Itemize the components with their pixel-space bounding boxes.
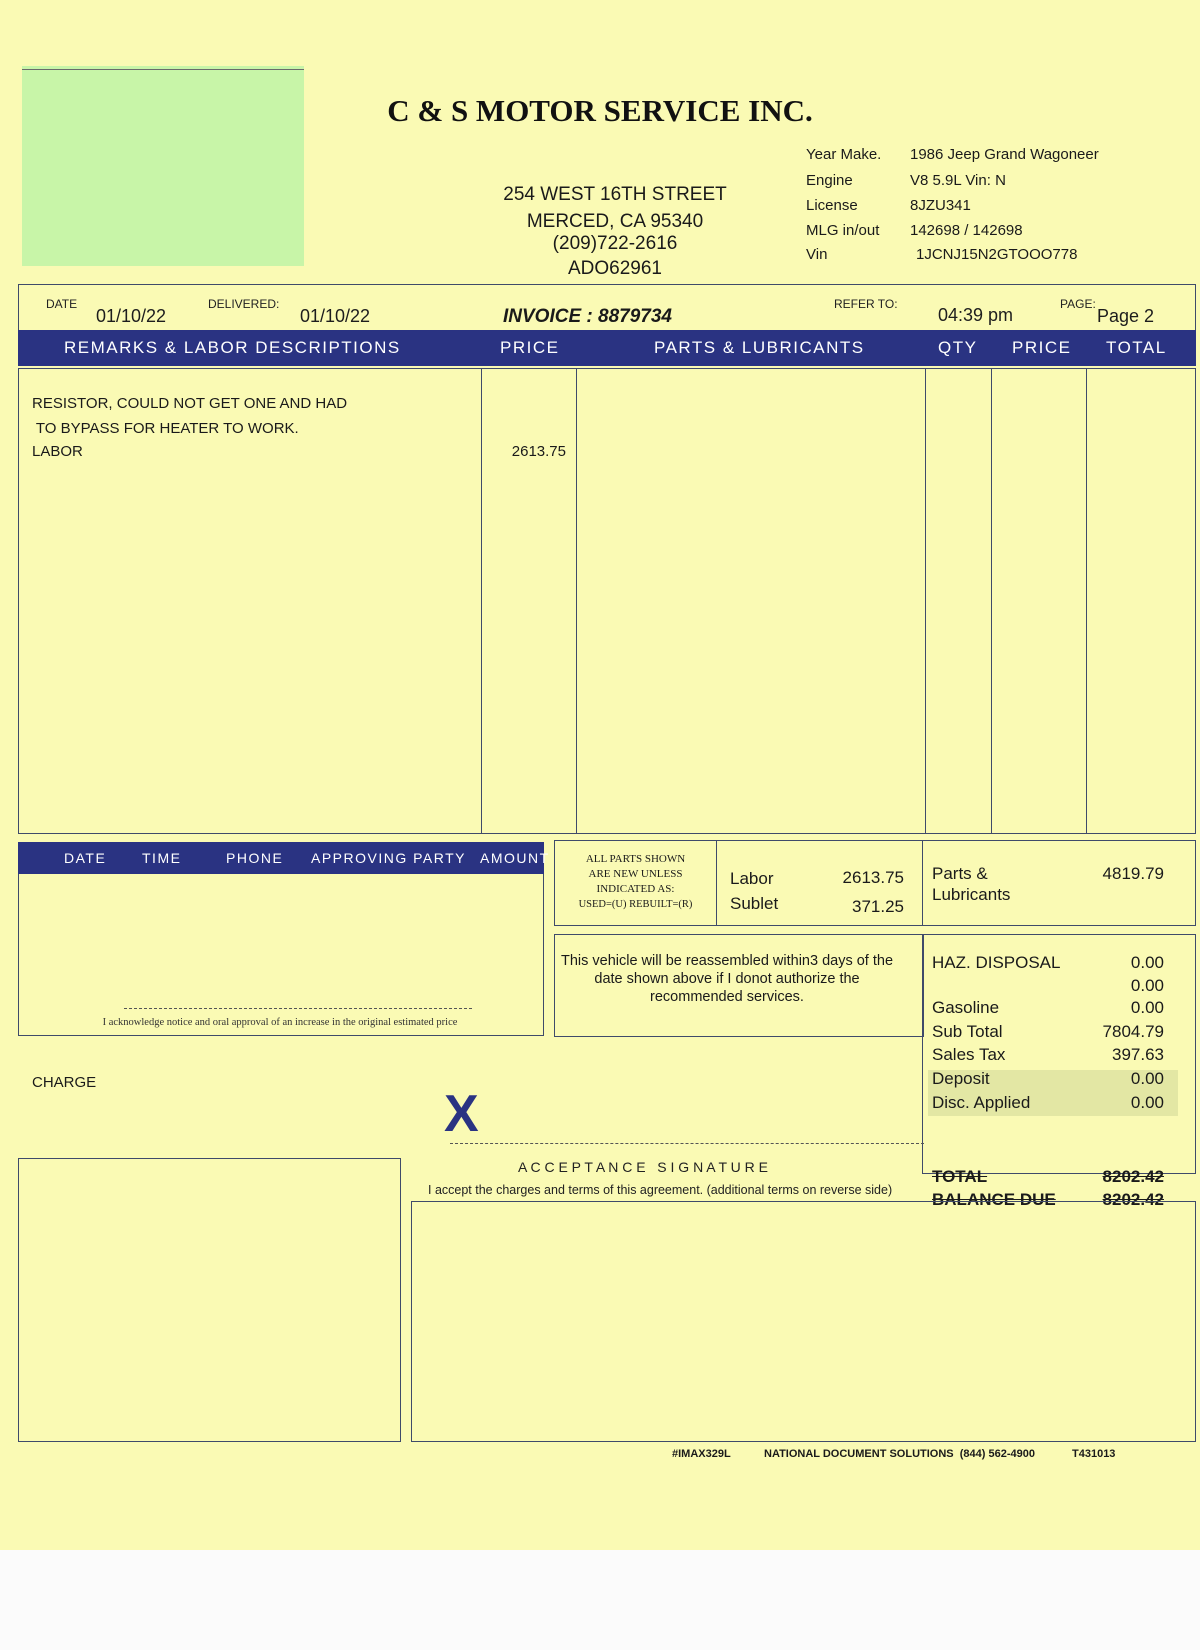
delivered-value: 01/10/22 bbox=[300, 306, 371, 326]
refer-to-label: REFER TO: bbox=[834, 297, 898, 311]
date-label: DATE bbox=[46, 297, 78, 311]
blank-fee-value: 0.00 bbox=[1130, 976, 1164, 995]
parts-note-line: ALL PARTS SHOWN bbox=[585, 853, 686, 865]
col-divider bbox=[481, 368, 482, 834]
remarks-header: REMARKS & LABOR DESCRIPTIONS bbox=[64, 338, 401, 357]
vin-value: 1JCNJ15N2GTOOO778 bbox=[916, 246, 1078, 263]
col-divider bbox=[1086, 368, 1087, 834]
signature-line bbox=[450, 1143, 924, 1144]
parts-lubricants-label: Parts & bbox=[932, 864, 988, 883]
engine-label: Engine bbox=[806, 172, 853, 189]
shop-street: 254 WEST 16TH STREET bbox=[503, 184, 727, 205]
approval-amount-header: AMOUNT bbox=[480, 850, 550, 866]
footer-code: T431013 bbox=[1072, 1448, 1116, 1460]
license-label: License bbox=[806, 197, 858, 214]
price2-header: PRICE bbox=[1012, 338, 1072, 357]
approval-date-header: DATE bbox=[64, 850, 107, 866]
haz-disposal-value: 0.00 bbox=[1130, 953, 1164, 972]
page-label: PAGE: bbox=[1060, 297, 1096, 311]
balance-due-value: 8202.42 bbox=[1102, 1190, 1164, 1209]
gasoline-label: Gasoline bbox=[932, 998, 1000, 1017]
shop-city: MERCED, CA 95340 bbox=[526, 211, 704, 232]
labor-price: 2613.75 bbox=[511, 443, 566, 460]
parts-note-line: INDICATED AS: bbox=[596, 883, 675, 895]
year-make-value: 1986 Jeep Grand Wagoneer bbox=[910, 146, 1099, 163]
qty-header: QTY bbox=[938, 338, 978, 357]
labor-summary-value: 2613.75 bbox=[842, 868, 904, 887]
labor-description-line: RESISTOR, COULD NOT GET ONE AND HAD bbox=[32, 395, 348, 412]
acceptance-signature-title: A C C E P T A N C E S I G N A T U R E bbox=[518, 1159, 769, 1175]
sticky-note bbox=[22, 66, 304, 266]
col-divider bbox=[576, 368, 577, 834]
labor-description-line: TO BYPASS FOR HEATER TO WORK. bbox=[32, 420, 299, 437]
parts-lubricants-value: 4819.79 bbox=[1102, 864, 1164, 883]
reassembly-notice: This vehicle will be reassembled within3 days of the date shown above if I donot authorize the recommended services. bbox=[560, 953, 894, 1005]
mileage-label: MLG in/out bbox=[806, 222, 880, 239]
printer-info: NATIONAL DOCUMENT SOLUTIONS (844) 562-4900 bbox=[764, 1448, 1035, 1460]
sales-tax-label: Sales Tax bbox=[932, 1045, 1006, 1064]
deposit-label: Deposit bbox=[932, 1069, 990, 1088]
shop-license-number: ADO62961 bbox=[567, 258, 662, 279]
acceptance-terms: I accept the charges and terms of this agreement. (additional terms on reverse side) bbox=[428, 1183, 893, 1197]
vin-label: Vin bbox=[806, 246, 828, 263]
parts-note-line: USED=(U) REBUILT=(R) bbox=[578, 899, 693, 910]
disc-applied-label: Disc. Applied bbox=[932, 1093, 1031, 1112]
sublet-label: Sublet bbox=[730, 894, 779, 913]
col-divider bbox=[925, 368, 926, 834]
total-label: TOTAL bbox=[932, 1167, 988, 1186]
deposit-value: 0.00 bbox=[1130, 1069, 1164, 1088]
year-make-label: Year Make. bbox=[806, 146, 882, 163]
shop-phone: (209)722-2616 bbox=[552, 233, 678, 254]
sublet-value: 371.25 bbox=[852, 897, 904, 916]
top-rule bbox=[22, 69, 304, 70]
balance-due-label: BALANCE DUE bbox=[932, 1190, 1056, 1209]
approval-phone-header: PHONE bbox=[226, 850, 284, 866]
gasoline-value: 0.00 bbox=[1130, 998, 1164, 1017]
disc-applied-value: 0.00 bbox=[1130, 1093, 1164, 1112]
labor-description-line: LABOR bbox=[32, 443, 83, 460]
invoice-number: INVOICE : 8879734 bbox=[503, 306, 672, 327]
line-items-table bbox=[18, 368, 1196, 834]
charge-label: CHARGE bbox=[32, 1074, 97, 1091]
total-value: 8202.42 bbox=[1102, 1167, 1164, 1186]
shop-name: C & S MOTOR SERVICE INC. bbox=[387, 93, 813, 128]
parts-lubricants-label: Lubricants bbox=[932, 885, 1011, 904]
total-header: TOTAL bbox=[1106, 338, 1167, 357]
approval-time-header: TIME bbox=[142, 850, 182, 866]
engine-value: V8 5.9L Vin: N bbox=[910, 172, 1006, 189]
bottom-left-box bbox=[18, 1158, 401, 1442]
license-value: 8JZU341 bbox=[910, 197, 971, 214]
approving-party-header: APPROVING PARTY bbox=[311, 850, 467, 866]
bottom-right-box bbox=[411, 1201, 1196, 1442]
acknowledge-line bbox=[124, 1008, 472, 1009]
subtotal-label: Sub Total bbox=[932, 1022, 1003, 1041]
delivered-label: DELIVERED: bbox=[208, 297, 280, 311]
sales-tax-value: 397.63 bbox=[1112, 1045, 1164, 1064]
price-header: PRICE bbox=[500, 338, 560, 357]
parts-note-line: ARE NEW UNLESS bbox=[588, 868, 683, 880]
subtotal-value: 7804.79 bbox=[1102, 1022, 1164, 1041]
labor-summary-label: Labor bbox=[730, 869, 774, 888]
date-value: 01/10/22 bbox=[96, 306, 167, 326]
haz-disposal-label: HAZ. DISPOSAL bbox=[932, 953, 1061, 972]
mileage-value: 142698 / 142698 bbox=[910, 222, 1023, 239]
time-value: 04:39 pm bbox=[938, 305, 1014, 325]
col-divider bbox=[991, 368, 992, 834]
form-number: #IMAX329L bbox=[672, 1448, 731, 1460]
page-value: Page 2 bbox=[1097, 306, 1155, 326]
signature-x-mark: X bbox=[444, 1085, 479, 1143]
acknowledge-text: I acknowledge notice and oral approval of an increase in the original estimated price bbox=[102, 1017, 458, 1028]
parts-header: PARTS & LUBRICANTS bbox=[654, 338, 865, 357]
